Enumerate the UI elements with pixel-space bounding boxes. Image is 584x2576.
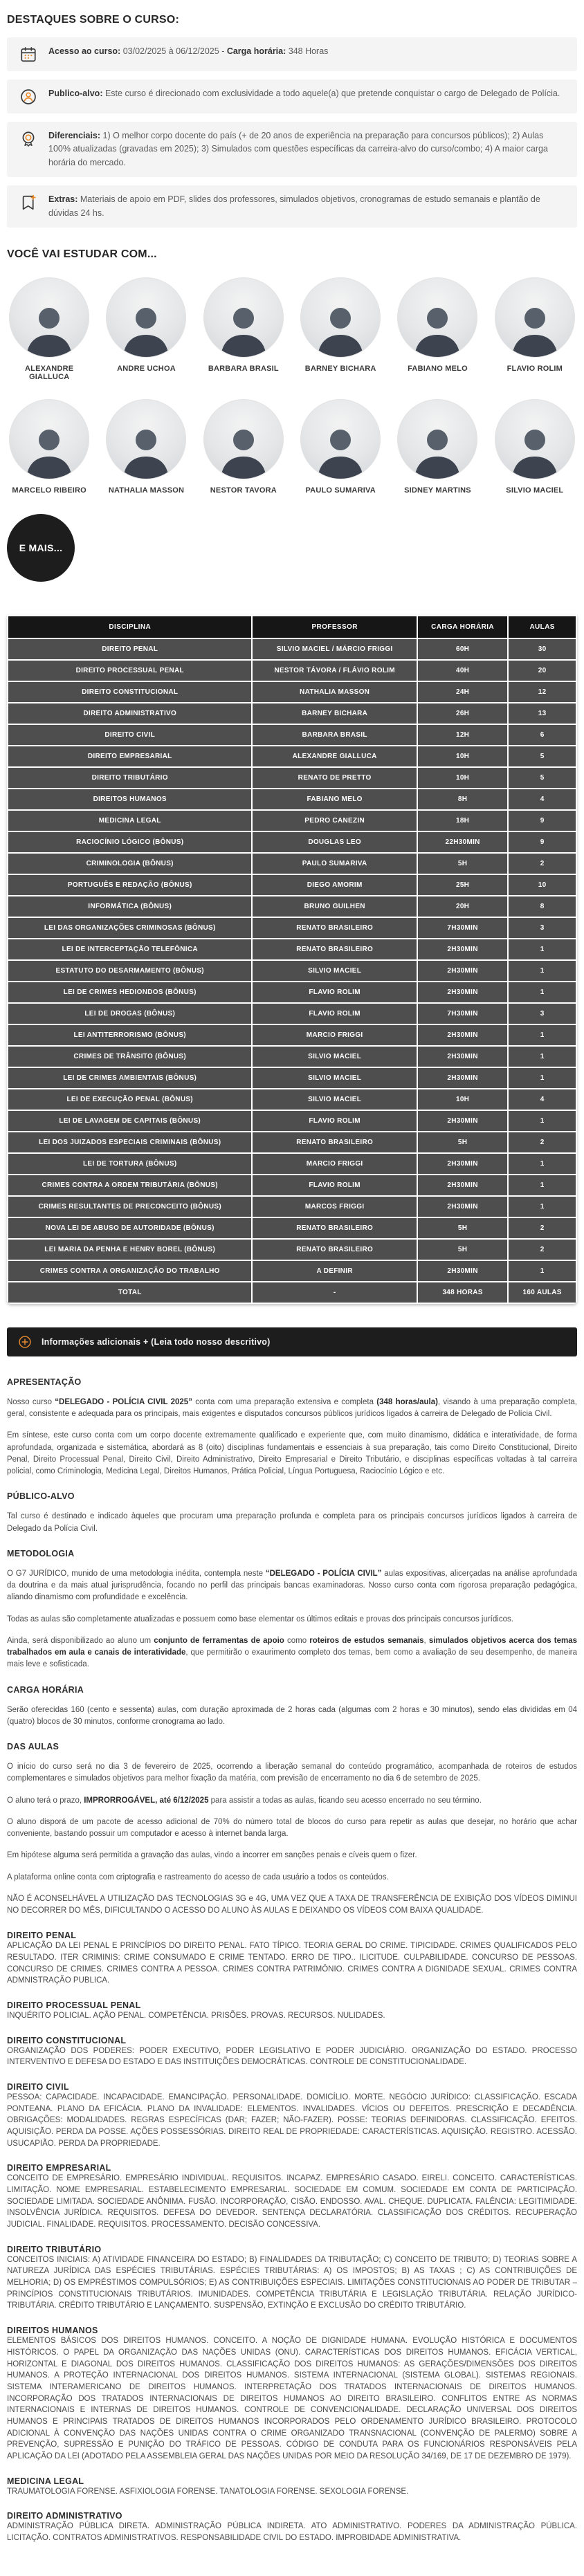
table-cell: LEI DE LAVAGEM DE CAPITAIS (BÔNUS)	[8, 1110, 252, 1132]
table-cell: DIREITO CIVIL	[8, 724, 252, 746]
table-cell: 160 AULAS	[508, 1282, 576, 1303]
person-silhouette-icon	[214, 419, 273, 479]
table-cell: DIEGO AMORIM	[252, 874, 417, 896]
table-row	[8, 1110, 576, 1132]
table-row	[8, 681, 576, 703]
bookmark-plus-icon	[19, 194, 37, 212]
table-cell: NOVA LEI DE ABUSO DE AUTORIDADE (BÔNUS)	[8, 1217, 252, 1239]
description-section	[7, 1377, 577, 1478]
table-row	[8, 1003, 576, 1024]
section-paragraph: O aluno disporá de um pacote de acesso adicional de 70% do número total de blocos do curso para repetir as aulas que desejar, no horário que achar conveniente, bastando possuir um computador e acesso à internet banda larga.	[7, 1817, 577, 1839]
avatar	[203, 399, 284, 479]
description-section	[7, 2476, 577, 2498]
instructor-card	[7, 277, 91, 381]
table-total-row	[8, 1282, 576, 1303]
table-cell: 1	[508, 1196, 576, 1217]
table-cell: LEI DE CRIMES HEDIONDOS (BÔNUS)	[8, 982, 252, 1003]
table-cell: 4	[508, 789, 576, 810]
table-cell: 1	[508, 1153, 576, 1175]
instructor-name: ANDRE UCHOA	[117, 364, 176, 373]
table-cell: DIREITO PENAL	[8, 638, 252, 660]
instructor-name: NESTOR TAVORA	[210, 486, 277, 495]
highlight-row	[7, 122, 577, 177]
table-cell: 2H30MIN	[417, 1024, 509, 1046]
table-cell: 4	[508, 1089, 576, 1110]
section-paragraph: NÃO É ACONSELHÁVEL A UTILIZAÇÃO DAS TECNOLOGIAS 3G e 4G, UMA VEZ QUE A TAXA DE TRANSFERÊNCIA DE EXIBIÇÃO DOS VÍDEOS DIMINUI NO DECORRER DO MÊS, DIFICULTANDO O ACESSO DO ALUNO ÀS AULAS E DEIXANDO OS VÍDEOS COM BAIXA QUALIDADE.	[7, 1894, 577, 1915]
table-cell: MEDICINA LEGAL	[8, 810, 252, 831]
table-cell: 60H	[417, 638, 509, 660]
table-cell: 2	[508, 853, 576, 874]
table-cell: 1	[508, 1067, 576, 1089]
table-cell: 1	[508, 1175, 576, 1196]
table-row	[8, 638, 576, 660]
section-paragraph: ORGANIZAÇÃO DOS PODERES: PODER EXECUTIVO, PODER LEGISLATIVO E PODER JUDICIÁRIO. ORGANIZAÇÃO DO ESTADO. PROCESSO INTERVENTIVO E DEFESA DO ESTADO E DAS INSTITUIÇÕES DEMOCRÁTICAS. CONTROLE DE CONSTITUCIONALIDADE.	[7, 2046, 577, 2067]
instructor-card	[201, 277, 286, 381]
avatar	[397, 399, 477, 479]
person-silhouette-icon	[408, 419, 467, 479]
table-cell: DIREITOS HUMANOS	[8, 789, 252, 810]
table-cell: 2	[508, 1132, 576, 1153]
description-section	[7, 2245, 577, 2312]
table-cell: RENATO BRASILEIRO	[252, 1239, 417, 1260]
person-silhouette-icon	[116, 297, 176, 357]
table-cell: 2H30MIN	[417, 1260, 509, 1282]
table-row	[8, 917, 576, 939]
description-section	[7, 1931, 577, 1987]
table-cell: 1	[508, 939, 576, 960]
instructor-card	[104, 277, 188, 381]
section-paragraph: CONCEITO DE EMPRESÁRIO. EMPRESÁRIO INDIVIDUAL. REQUISITOS. INCAPAZ. EMPRESÁRIO CASADO. EIRELI. CONCEITO. CARACTERÍSTICAS. LIMITAÇÃO. NOME EMPRESARIAL. ESTABELECIMENTO EMPRESARIAL. SOCIEDADE EM COMUM. SOCIEDADE EM CONTA DE PARTICIPAÇÃO. SOCIEDADE LIMITADA. SOCIEDADE ANÔNIMA. FUSÃO. INCORPORAÇÃO, CISÃO. ENDOSSO. AVAL. CHEQUE. DUPLICATA. FALÊNCIA: LEGITIMIDADE. INSOLVÊNCIA JURÍDICA. REQUISITOS. DEFESA DO DEVEDOR. SENTENÇA DECLARATÓRIA. CLASSIFICAÇÃO DOS CRÉDITOS. RECUPERAÇÃO JUDICIAL. FINALIDADE. REQUISITOS. PROCESSAMENTO. DECISÃO CONCESSIVA.	[7, 2174, 577, 2229]
table-cell: FLAVIO ROLIM	[252, 982, 417, 1003]
table-cell: 5H	[417, 1217, 509, 1239]
highlight-text: Publico-alvo: Este curso é direcionado com exclusividade a todo aquele(a) que pretende conquistar o cargo de Delegado de Polícia.	[48, 89, 560, 98]
table-row	[8, 1153, 576, 1175]
section-paragraph: Em hipótese alguma será permitida a gravação das aulas, vindo a incorrer em sanções penais e cíveis quem o fizer.	[7, 1851, 417, 1860]
table-cell: RACIOCÍNIO LÓGICO (BÔNUS)	[8, 831, 252, 853]
table-cell: 8	[508, 896, 576, 917]
table-row	[8, 939, 576, 960]
instructor-card	[395, 399, 480, 495]
person-silhouette-icon	[19, 419, 79, 479]
table-cell: 18H	[417, 810, 509, 831]
highlight-text: Acesso ao curso: 03/02/2025 à 06/12/2025 - Carga horária: 348 Horas	[48, 46, 329, 56]
avatar	[9, 399, 89, 479]
table-cell: 2	[508, 1239, 576, 1260]
table-cell: 2H30MIN	[417, 1175, 509, 1196]
table-cell: NESTOR TÁVORA / FLÁVIO ROLIM	[252, 660, 417, 681]
person-silhouette-icon	[505, 297, 565, 357]
table-row	[8, 1046, 576, 1067]
table-cell: 2H30MIN	[417, 982, 509, 1003]
instructor-card	[201, 399, 286, 495]
description-section	[7, 2000, 577, 2022]
description-section	[7, 2036, 577, 2068]
table-cell: FLAVIO ROLIM	[252, 1003, 417, 1024]
person-silhouette-icon	[408, 297, 467, 357]
table-cell: FLAVIO ROLIM	[252, 1175, 417, 1196]
section-heading: DIREITO PROCESSUAL PENAL	[7, 2000, 141, 2011]
table-cell: 7H30MIN	[417, 1003, 509, 1024]
description-section	[7, 2326, 577, 2462]
course-highlights	[7, 37, 577, 228]
instructor-name: FLAVIO ROLIM	[507, 364, 563, 373]
table-cell: RENATO BRASILEIRO	[252, 1217, 417, 1239]
table-cell: LEI DE EXECUÇÃO PENAL (BÔNUS)	[8, 1089, 252, 1110]
table-cell: INFORMÁTICA (BÔNUS)	[8, 896, 252, 917]
table-cell: BARNEY BICHARA	[252, 703, 417, 724]
instructors-title: VOCÊ VAI ESTUDAR COM...	[7, 248, 157, 260]
course-table-wrap	[7, 615, 577, 1304]
instructor-name: FABIANO MELO	[408, 364, 468, 373]
table-row	[8, 789, 576, 810]
table-cell: 2H30MIN	[417, 1196, 509, 1217]
table-cell: 1	[508, 960, 576, 982]
table-row	[8, 767, 576, 789]
section-paragraph: APLICAÇÃO DA LEI PENAL E PRINCÍPIOS DO DIREITO PENAL. FATO TÍPICO. TEORIA GERAL DO CRIME. TIPICIDADE. CRIMES QUALIFICADOS PELO RESULTADO. ITER CRIMINIS: CRIME CONSUMADO E CRIME TENTADO. ERRO DE TIPO.. ILICITUDE. CULPABILIDADE. CONCURSO DE PESSOAS. CONCURSO DE CRIMES. CRIMES CONTRA A PESSOA. CRIMES CONTRA PATRIMÔNIO. CRIMES CONTRA A DIGNIDADE SEXUAL. CRIMES CONTRA ADMNISTRAÇÃO PUBLICA.	[7, 1942, 577, 1985]
table-cell: 20H	[417, 896, 509, 917]
description-section	[7, 1491, 577, 1535]
table-cell: LEI ANTITERRORISMO (BÔNUS)	[8, 1024, 252, 1046]
highlights-title: DESTAQUES SOBRE O CURSO:	[7, 14, 179, 26]
table-cell: 25H	[417, 874, 509, 896]
table-cell: 10H	[417, 1089, 509, 1110]
table-cell: DOUGLAS LEO	[252, 831, 417, 853]
person-silhouette-icon	[311, 419, 370, 479]
table-cell: 5H	[417, 853, 509, 874]
person-silhouette-icon	[116, 419, 176, 479]
person-silhouette-icon	[505, 419, 565, 479]
section-heading: PÚBLICO-ALVO	[7, 1491, 75, 1502]
table-row	[8, 1260, 576, 1282]
table-cell: LEI DE TORTURA (BÔNUS)	[8, 1153, 252, 1175]
table-row	[8, 810, 576, 831]
table-cell: 5H	[417, 1132, 509, 1153]
instructor-card	[298, 277, 383, 381]
section-paragraph: Ainda, será disponibilizado ao aluno um conjunto de ferramentas de apoio como roteiros de estudos semanais, simulados objetivos acerca dos temas trabalhados em aula e canais de interatividade, que permitirão o exaurimento completo dos temas, bem como a avaliação de seu desempenho, de maneira mais leve e sofisticada.	[7, 1636, 578, 1669]
table-cell: CRIMES DE TRÂNSITO (BÔNUS)	[8, 1046, 252, 1067]
table-cell: 9	[508, 831, 576, 853]
table-row	[8, 660, 576, 681]
more-instructors-badge	[7, 514, 75, 582]
table-cell: LEI DE INTERCEPTAÇÃO TELEFÔNICA	[8, 939, 252, 960]
table-cell: LEI MARIA DA PENHA E HENRY BOREL (BÔNUS)	[8, 1239, 252, 1260]
table-cell: 2H30MIN	[417, 1046, 509, 1067]
section-heading: DIREITO EMPRESARIAL	[7, 2163, 111, 2173]
column-header: CARGA HORÁRIA	[417, 616, 509, 638]
more-instructors-label: E MAIS...	[19, 542, 63, 553]
highlight-text: Diferenciais: 1) O melhor corpo docente do país (+ de 20 anos de experiência na preparação para concursos públicos); 2) Aulas 100% atualizadas (gravadas em 2025); 3) Simulados com questões específicas da carreira-alvo do curso/combo; 4) A maior carga horária do mercado.	[48, 131, 548, 167]
instructor-card	[104, 399, 188, 495]
table-cell: DIREITO PROCESSUAL PENAL	[8, 660, 252, 681]
table-cell: 348 HORAS	[417, 1282, 509, 1303]
avatar	[495, 277, 575, 358]
table-cell: RENATO BRASILEIRO	[252, 1132, 417, 1153]
section-paragraph: PESSOA: CAPACIDADE. INCAPACIDADE. EMANCIPAÇÃO. PERSONALIDADE. DOMICÍLIO. MORTE. NEGÓCIO JURÍDICO: CLASSIFICAÇÃO. ESCADA PONTEANA. PLANO DA EFICÁCIA. PLANO DA INVALIDADE: ELEMENTOS. INVALIDADES. VÍCIOS OU DEFEITOS. PRESCRIÇÃO E DECADÊNCIA. OBRIGAÇÕES: MODALIDADES. REGRAS ESPECÍFICAS (DAR; FAZER; NÃO-FAZER). POSSE: TEORIAS DEFINIDORAS. CLASSIFICAÇÃO. EFEITOS. AQUISIÇÃO. PERDA DA POSSE. AÇÕES POSSESSÓRIAS. DIREITO REAL DE PROPRIEDADE: CARACTERÍSTICAS. AQUISIÇÃO. REGISTRO. ACESSÃO. USUCAPIÃO. PERDA DA PROPRIEDADE.	[7, 2093, 577, 2148]
table-cell: DIREITO EMPRESARIAL	[8, 746, 252, 767]
section-heading: DIREITO ADMINISTRATIVO	[7, 2511, 122, 2521]
instructor-name: SIDNEY MARTINS	[404, 486, 471, 495]
section-heading: CARGA HORÁRIA	[7, 1684, 84, 1695]
table-row	[8, 982, 576, 1003]
avatar	[495, 399, 575, 479]
column-header: DISCIPLINA	[8, 616, 252, 638]
avatar	[9, 277, 89, 358]
instructor-card	[395, 277, 480, 381]
table-cell: SILVIO MACIEL	[252, 1046, 417, 1067]
instructor-name: MARCELO RIBEIRO	[12, 486, 86, 495]
table-cell: 5	[508, 746, 576, 767]
instructor-name: ALEXANDRE GIALLUCA	[25, 364, 74, 381]
instructor-name: BARNEY BICHARA	[304, 364, 376, 373]
avatar	[397, 277, 477, 358]
plus-circle-icon	[18, 1335, 32, 1349]
table-row	[8, 1024, 576, 1046]
table-cell: CRIMES CONTRA A ORDEM TRIBUTÁRIA (BÔNUS)	[8, 1175, 252, 1196]
table-cell: 7H30MIN	[417, 917, 509, 939]
table-cell: 6	[508, 724, 576, 746]
table-cell: SILVIO MACIEL	[252, 1067, 417, 1089]
description-section	[7, 2082, 577, 2149]
additional-info-label: Informações adicionais + (Leia todo nosso descritivo)	[42, 1336, 271, 1347]
instructor-card	[7, 399, 91, 495]
table-cell: SILVIO MACIEL	[252, 1089, 417, 1110]
table-cell: 2H30MIN	[417, 1153, 509, 1175]
table-cell: LEI DE DROGAS (BÔNUS)	[8, 1003, 252, 1024]
table-cell: 1	[508, 982, 576, 1003]
table-cell: 10H	[417, 746, 509, 767]
table-cell: 1	[508, 1110, 576, 1132]
table-cell: 2H30MIN	[417, 939, 509, 960]
column-header: PROFESSOR	[252, 616, 417, 638]
table-cell: MARCOS FRIGGI	[252, 1196, 417, 1217]
table-cell: PAULO SUMARIVA	[252, 853, 417, 874]
highlight-row	[7, 185, 577, 228]
table-cell: 5H	[417, 1239, 509, 1260]
table-cell: ALEXANDRE GIALLUCA	[252, 746, 417, 767]
table-cell: LEI DOS JUIZADOS ESPECIAIS CRIMINAIS (BÔNUS)	[8, 1132, 252, 1153]
description-section	[7, 1685, 577, 1729]
table-cell: 1	[508, 1046, 576, 1067]
description-section	[7, 2163, 577, 2230]
highlight-text: Extras: Materiais de apoio em PDF, slides dos professores, simulados objetivos, cronogramas de estudo semanais e plantão de dúvidas 24 hs.	[48, 194, 540, 218]
section-paragraph: Em síntese, este curso conta com um corpo docente extremamente qualificado e experiente que, com muito dinamismo, didática e interatividade, de forma aprofundada, organizada e sistemática, abordará as 8 (oito) disciplinas fundamentais e essenciais à sua preparação, tais como Direito Constitucional, Direito Penal, Direito Processual Penal, Direito Civil, Direito Administrativo, Direito Empresarial e Direito Tributário, e disciplinas específicas voltadas à tal carreira policial, como Criminologia, Medicina Legal, Direitos Humanos, Prática Policial, Língua Portuguesa, Raciocínio Lógico e etc.	[7, 1431, 577, 1476]
instructor-card	[493, 399, 577, 495]
avatar	[300, 277, 381, 358]
table-cell: 3	[508, 917, 576, 939]
section-paragraph: Tal curso é destinado e indicado àqueles que procuram uma preparação profunda e completa para os principais concursos jurídicos ligados à carreira de Delegado da Polícia Civil.	[7, 1512, 577, 1533]
description-section	[7, 1549, 577, 1671]
table-row	[8, 1089, 576, 1110]
table-cell: NATHALIA MASSON	[252, 681, 417, 703]
table-row	[8, 853, 576, 874]
instructor-card	[493, 277, 577, 381]
table-cell: A DEFINIR	[252, 1260, 417, 1282]
table-row	[8, 960, 576, 982]
table-cell: LEI DAS ORGANIZAÇÕES CRIMINOSAS (BÔNUS)	[8, 917, 252, 939]
table-cell: DIREITO TRIBUTÁRIO	[8, 767, 252, 789]
person-silhouette-icon	[311, 297, 370, 357]
table-cell: CRIMES RESULTANTES DE PRECONCEITO (BÔNUS)	[8, 1196, 252, 1217]
table-cell: BRUNO GUILHEN	[252, 896, 417, 917]
person-circle-icon	[19, 88, 37, 106]
table-cell: 10H	[417, 767, 509, 789]
table-cell: 1	[508, 1024, 576, 1046]
table-cell: FABIANO MELO	[252, 789, 417, 810]
avatar	[106, 277, 186, 358]
table-cell: 9	[508, 810, 576, 831]
table-row	[8, 746, 576, 767]
table-row	[8, 874, 576, 896]
table-cell: 12H	[417, 724, 509, 746]
table-cell: PEDRO CANEZIN	[252, 810, 417, 831]
avatar	[203, 277, 284, 358]
table-cell: RENATO DE PRETTO	[252, 767, 417, 789]
avatar	[106, 399, 186, 479]
table-cell: RENATO BRASILEIRO	[252, 917, 417, 939]
course-table	[7, 615, 577, 1304]
table-cell: DIREITO ADMINISTRATIVO	[8, 703, 252, 724]
table-row	[8, 1239, 576, 1260]
table-cell: DIREITO CONSTITUCIONAL	[8, 681, 252, 703]
table-row	[8, 1175, 576, 1196]
table-cell: 13	[508, 703, 576, 724]
table-cell: 30	[508, 638, 576, 660]
table-cell: BARBARA BRASIL	[252, 724, 417, 746]
table-cell: TOTAL	[8, 1282, 252, 1303]
description-section	[7, 1742, 577, 1917]
section-heading: DIREITO TRIBUTÁRIO	[7, 2244, 102, 2254]
section-heading: DAS AULAS	[7, 1742, 60, 1752]
person-silhouette-icon	[19, 297, 79, 357]
table-cell: MARCIO FRIGGI	[252, 1153, 417, 1175]
table-cell: 1	[508, 1260, 576, 1282]
table-cell: 40H	[417, 660, 509, 681]
section-heading: DIREITOS HUMANOS	[7, 2326, 98, 2336]
section-heading: METODOLOGIA	[7, 1548, 75, 1558]
medal-icon	[19, 130, 37, 148]
table-cell: 3	[508, 1003, 576, 1024]
table-cell: CRIMES CONTRA A ORGANIZAÇÃO DO TRABALHO	[8, 1260, 252, 1282]
section-paragraph: Nosso curso “DELEGADO - POLÍCIA CIVIL 2025” conta com uma preparação extensiva e completa (348 horas/aula), visando à uma preparação completa, geral, consistente e adequada para os principais, mais exigentes e disputados concursos públicos jurídicos ligados à carreira de Delegado de Polícia Civil.	[7, 1397, 577, 1419]
table-cell: -	[252, 1282, 417, 1303]
table-row	[8, 896, 576, 917]
highlight-row	[7, 37, 577, 71]
additional-info-toggle[interactable]	[7, 1327, 577, 1356]
section-paragraph: TRAUMATOLOGIA FORENSE. ASFIXIOLOGIA FORENSE. TANATOLOGIA FORENSE. SEXOLOGIA FORENSE.	[7, 2487, 409, 2496]
table-cell: CRIMINOLOGIA (BÔNUS)	[8, 853, 252, 874]
calendar-icon	[19, 46, 37, 64]
table-row	[8, 703, 576, 724]
section-heading: DIREITO PENAL	[7, 1931, 77, 1941]
instructor-name: PAULO SUMARIVA	[305, 486, 376, 495]
table-cell: SILVIO MACIEL	[252, 960, 417, 982]
avatar	[300, 399, 381, 479]
instructor-name: SILVIO MACIEL	[506, 486, 564, 495]
section-paragraph: ELEMENTOS BÁSICOS DOS DIREITOS HUMANOS. CONCEITO. A NOÇÃO DE DIGNIDADE HUMANA. EVOLUÇÃO HISTÓRICA E DOCUMENTOS HISTÓRICOS. O PAPEL DA ORGANIZAÇÃO DAS NAÇÕES UNIDAS (ONU). CARACTERÍSTICAS DOS DIREITOS HUMANOS. EFICÁCIA VERTICAL, HORIZONTAL E DIAGONAL DOS DIREITOS HUMANOS. CLASSIFICAÇÃO DOS DIREITOS HUMANOS: AS GERAÇÕES/DIMENSÕES DOS DIREITOS HUMANOS. A PROTEÇÃO INTERNACIONAL DOS DIREITOS HUMANOS. SISTEMA INTERNACIONAL (SISTEMA GLOBAL). SISTEMAS REGIONAIS. SISTEMA INTERAMERICANO DE DIREITOS HUMANOS. INTERPRETAÇÃO DOS TRATADOS INTERNACIONAIS DE DIREITOS HUMANOS. INCORPORAÇÃO DOS TRATADOS INTERNACIONAIS DE DIREITOS HUMANOS AO DIREITO BRASILEIRO. CONFLITOS ENTRE AS NORMAS INTERNACIONAIS E INTERNAS DE DIREITOS HUMANOS. CONTROLE DE CONVENCIONALIDADE. DECLARAÇÃO UNIVERSAL DOS DIREITOS HUMANOS E PRINCIPAIS TRATADOS DE DIREITOS HUMANOS INCORPORADOS PELO ORDENAMENTO JURÍDICO BRASILEIRO. PROTOCOLO ADICIONAL À CONVENÇÃO DAS NAÇÕES UNIDAS CONTRA O CRIME ORGANIZADO TRANSNACIONAL (CONVENÇÃO DE PALERMO) SOBRE A PREVENÇÃO, SUPRESSÃO E PUNIÇÃO DO TRÁFICO DE PESSOAS. CÓDIGO DE CONDUTA PARA OS FUNCIONÁRIOS RESPONSÁVEIS PELA APLICAÇÃO DA LEI (ADOTADO PELA ASSEMBLEIA GERAL DAS NAÇÕES UNIDAS POR MEIO DA RESOLUÇÃO 34/169, DE 17 DE DEZEMBRO DE 1979).	[7, 2337, 577, 2460]
table-row	[8, 831, 576, 853]
table-cell: LEI DE CRIMES AMBIENTAIS (BÔNUS)	[8, 1067, 252, 1089]
highlight-row	[7, 80, 577, 113]
description-section	[7, 2511, 577, 2543]
table-cell: 8H	[417, 789, 509, 810]
table-row	[8, 1196, 576, 1217]
table-row	[8, 1132, 576, 1153]
table-cell: PORTUGUÊS E REDAÇÃO (BÔNUS)	[8, 874, 252, 896]
section-heading: MEDICINA LEGAL	[7, 2476, 84, 2486]
section-paragraph: O aluno terá o prazo, IMPRORROGÁVEL, até 6/12/2025 para assistir a todas as aulas, ficando seu acesso encerrado no seu término.	[7, 1796, 482, 1805]
table-cell: 2H30MIN	[417, 960, 509, 982]
section-heading: APRESENTAÇÃO	[7, 1377, 82, 1387]
table-row	[8, 724, 576, 746]
table-cell: 22H30MIN	[417, 831, 509, 853]
table-header-row	[8, 616, 576, 638]
section-paragraph: CONCEITOS INICIAIS: A) ATIVIDADE FINANCEIRA DO ESTADO; B) FINALIDADES DA TRIBUTAÇÃO; C) CONCEITO DE TRIBUTO; D) TEORIAS SOBRE A NATUREZA JURÍDICA DAS ESPÉCIES TRIBUTÁRIAS. ESPÉCIES TRIBUTÁRIAS: A) OS IMPOSTOS; B) AS TAXAS ; C) AS CONTRIBUIÇÕES DE MELHORIA; D) OS EMPRÉSTIMOS COMPULSÓRIOS; E) AS CONTRIBUIÇÕES ESPECIAIS. LIMITAÇÕES CONSTITUCIONAIS AO PODER DE TRIBUTAR – PRINCÍPIOS CONSTITUCIONAIS TRIBUTÁRIOS. IMUNIDADES. COMPETÊNCIA TRIBUTÁRIA E LEGISLAÇÃO TRIBUTÁRIA. RELAÇÃO JURÍDICO-TRIBUTÁRIA. CRÉDITO TRIBUTÁRIO E LANÇAMENTO. SUSPENSÃO, EXTINÇÃO E EXCLUSÃO DO CRÉDITO TRIBUTÁRIO.	[7, 2255, 577, 2310]
instructor-name: BARBARA BRASIL	[208, 364, 279, 373]
column-header: AULAS	[508, 616, 576, 638]
table-cell: 26H	[417, 703, 509, 724]
section-heading: DIREITO CONSTITUCIONAL	[7, 2035, 127, 2045]
table-cell: 20	[508, 660, 576, 681]
table-cell: 5	[508, 767, 576, 789]
person-silhouette-icon	[214, 297, 273, 357]
table-cell: 10	[508, 874, 576, 896]
table-cell: 2	[508, 1217, 576, 1239]
instructor-name: NATHALIA MASSON	[108, 486, 185, 495]
section-paragraph: Todas as aulas são completamente atualizadas e possuem como base elementar os últimos editais e provas dos principais concursos jurídicos.	[7, 1614, 513, 1623]
table-cell: MARCIO FRIGGI	[252, 1024, 417, 1046]
table-cell: 2H30MIN	[417, 1110, 509, 1132]
section-paragraph: O G7 JURÍDICO, munido de uma metodologia inédita, contempla neste “DELEGADO - POLÍCIA CIVIL” aulas expositivas, alicerçadas na análise aprofundada da doutrina e da mais atual jurisprudência, focando no perfil das principais bancas examinadoras. Nosso curso conta com rigorosa preparação pedagógica, aliando dinamismo com profundidade e excelência.	[7, 1569, 577, 1602]
table-cell: RENATO BRASILEIRO	[252, 939, 417, 960]
section-heading: DIREITO CIVIL	[7, 2082, 69, 2092]
section-paragraph: Serão oferecidas 160 (cento e sessenta) aulas, com duração aproximada de 2 horas cada (algumas com 2 horas e 30 minutos), sendo elas divididas em 04 (quatro) blocos de 30 minutos, conforme cronograma ao lado.	[7, 1705, 577, 1726]
table-cell: SILVIO MACIEL / MÁRCIO FRIGGI	[252, 638, 417, 660]
table-cell: 2H30MIN	[417, 1067, 509, 1089]
section-paragraph: A plataforma online conta com criptografia e rastreamento do acesso de cada usuário a todos os conteúdos.	[7, 1873, 389, 1882]
section-paragraph: ADMINISTRAÇÃO PÚBLICA DIRETA. ADMINISTRAÇÃO PÚBLICA INDIRETA. ATO ADMINISTRATIVO. PODERES DA ADMINISTRAÇÃO PÚBLICA. LICITAÇÃO. CONTRATOS ADMINISTRATIVOS. RESPONSABILIDADE CIVIL DO ESTADO. IMPROBIDADE ADMINISTRATIVA.	[7, 2522, 577, 2542]
section-paragraph: INQUÉRITO POLICIAL. AÇÃO PENAL. COMPETÊNCIA. PRISÕES. PROVAS. RECURSOS. NULIDADES.	[7, 2012, 385, 2021]
description-sections	[7, 1377, 577, 2544]
section-paragraph: O início do curso será no dia 3 de fevereiro de 2025, ocorrendo a liberação semanal do conteúdo programático, acompanhada de roteiros de estudos complementares e simulados objetivos para melhor fixação da matéria, com previsão de encerramento no dia 6 de setembro de 2025.	[7, 1763, 577, 1783]
table-row	[8, 1217, 576, 1239]
table-cell: 24H	[417, 681, 509, 703]
table-cell: ESTATUTO DO DESARMAMENTO (BÔNUS)	[8, 960, 252, 982]
table-cell: 12	[508, 681, 576, 703]
instructor-card	[298, 399, 383, 495]
table-cell: FLAVIO ROLIM	[252, 1110, 417, 1132]
table-row	[8, 1067, 576, 1089]
instructors-grid	[7, 277, 577, 495]
